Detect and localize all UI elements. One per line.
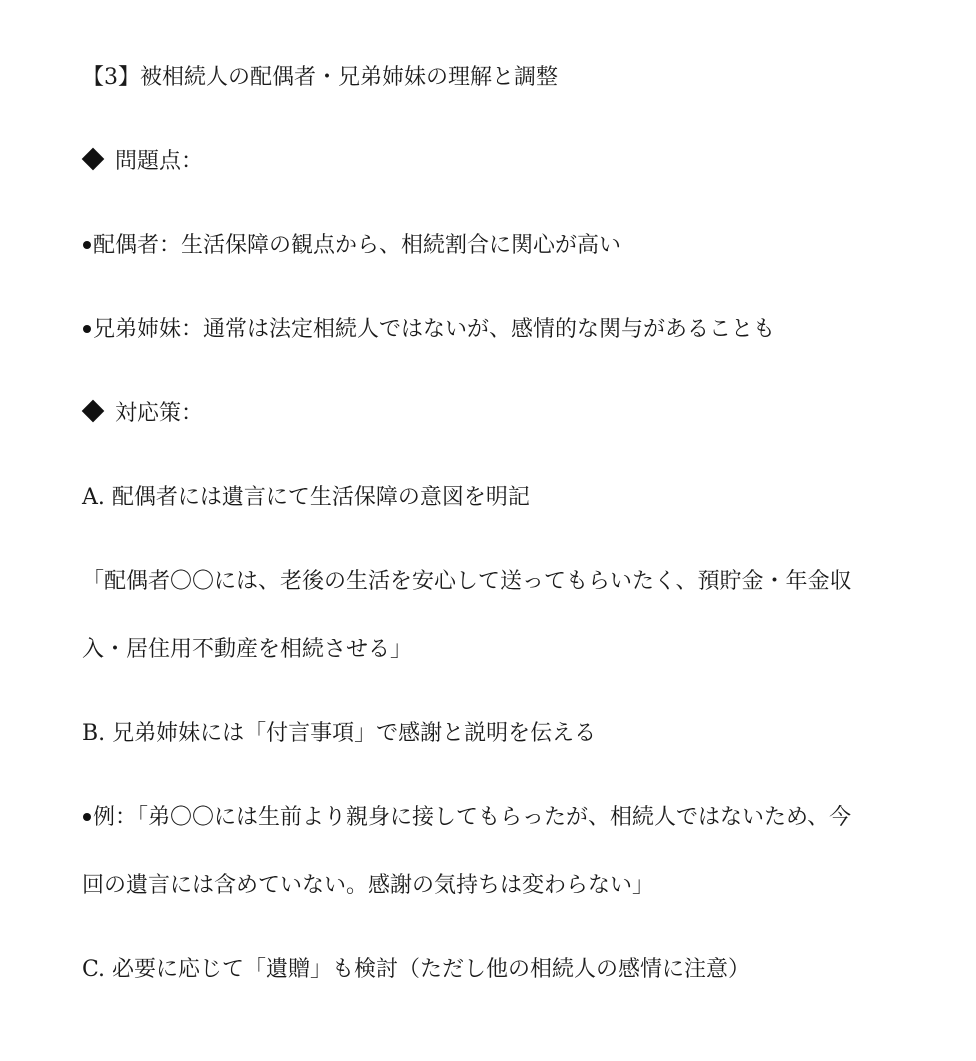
example-line-2-text: 回の遺言には含めていない。感謝の気持ちは変わらない」 xyxy=(82,873,655,898)
measure-item-a-text: A. 配偶者には遺言にて生活保障の意図を明記 xyxy=(82,485,530,510)
measure-item-a xyxy=(82,483,530,513)
measure-item-c-text: C. 必要に応じて「遺贈」も検討（ただし他の相続人の感情に注意） xyxy=(82,957,751,982)
diamond-bullet-icon xyxy=(82,400,105,423)
measure-item-b xyxy=(82,719,596,749)
section-heading-text: 【3】被相続人の配偶者・兄弟姉妹の理解と調整 xyxy=(82,65,558,90)
diamond-bullet-icon xyxy=(82,148,105,171)
example-line-2 xyxy=(82,871,654,901)
quote-a-line-1 xyxy=(82,567,852,597)
measures-title xyxy=(82,399,203,429)
example-line-1-text: 例：「弟〇〇には生前より親身に接してもらったが、相続人ではないため、今 xyxy=(93,805,852,830)
quote-a-line-2 xyxy=(82,635,412,665)
problem-item-siblings-text: 兄弟姉妹：通常は法定相続人ではないが、感情的な関与があることも xyxy=(93,317,776,342)
problems-title xyxy=(82,147,203,177)
bullet-icon xyxy=(83,813,91,821)
example-line-1 xyxy=(82,803,851,833)
measure-item-b-text: B. 兄弟姉妹には「付言事項」で感謝と説明を伝える xyxy=(82,721,597,746)
quote-a-line-1-text: 「配偶者〇〇には、老後の生活を安心して送ってもらいたく、預貯金・年金収 xyxy=(82,569,852,594)
measures-title-text: 対応策： xyxy=(115,401,204,426)
problem-item-siblings xyxy=(82,315,775,345)
problems-title-text: 問題点： xyxy=(115,149,204,174)
quote-a-line-2-text: 入・居住用不動産を相続させる」 xyxy=(82,637,413,662)
problem-item-spouse-text: 配偶者：生活保障の観点から、相続割合に関心が高い xyxy=(93,233,622,258)
measure-item-c xyxy=(82,955,750,985)
section-heading xyxy=(82,63,558,93)
bullet-icon xyxy=(83,325,91,333)
problem-item-spouse xyxy=(82,231,621,261)
bullet-icon xyxy=(83,241,91,249)
